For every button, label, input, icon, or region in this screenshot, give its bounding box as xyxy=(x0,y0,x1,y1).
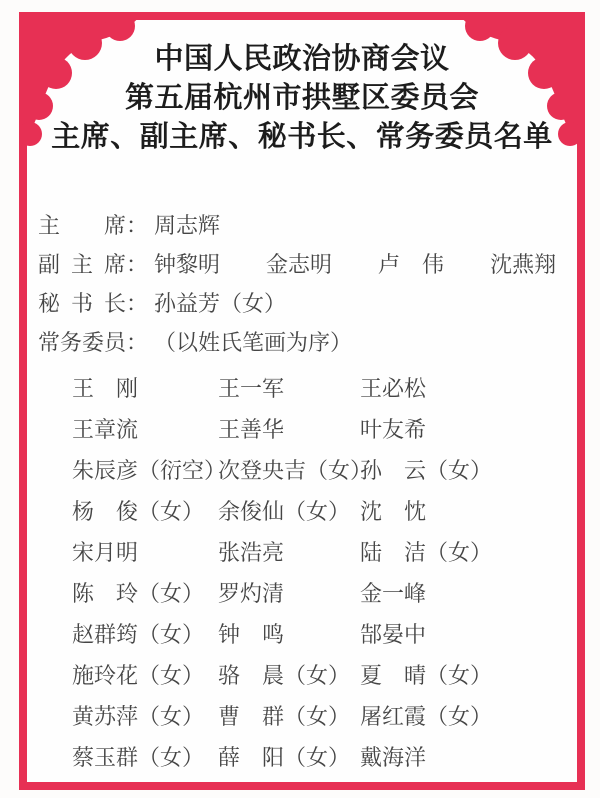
officer-row xyxy=(38,283,578,322)
member-name: 黄苏萍（女） xyxy=(72,704,205,729)
officer-values xyxy=(154,287,286,318)
member-name: 施玲花（女） xyxy=(72,663,205,688)
member-name: 金一峰 xyxy=(360,581,427,606)
member-name: 夏 晴（女） xyxy=(360,663,493,688)
member-name: 屠红霞（女） xyxy=(360,704,493,729)
member-name: 王章流 xyxy=(72,417,139,442)
document-title xyxy=(27,40,577,157)
member-name: 陆 洁（女） xyxy=(360,540,493,565)
officer-colon: ： xyxy=(126,252,149,277)
officer-name: 周志辉 xyxy=(154,213,221,238)
member-name: 孙 云（女） xyxy=(360,458,493,483)
title-line-1: 中国人民政治协商会议 xyxy=(154,43,450,75)
member-name: 叶友希 xyxy=(360,417,427,442)
member-name: 余俊仙（女） xyxy=(218,499,351,524)
member-name: 沈 忱 xyxy=(360,499,427,524)
title-line-2: 第五届杭州市拱墅区委员会 xyxy=(124,82,479,114)
member-name: 郜晏中 xyxy=(360,622,427,647)
member-name: 曹 群（女） xyxy=(218,704,351,729)
officer-values xyxy=(154,326,352,357)
member-name: 王善华 xyxy=(218,417,285,442)
officer-role-label: 常务委员 xyxy=(38,330,127,355)
officer-role-label: 秘书长 xyxy=(38,291,126,316)
member-name: 罗灼清 xyxy=(218,581,285,606)
member-name: 蔡玉群（女） xyxy=(72,745,205,770)
member-name: 薛 阳（女） xyxy=(218,745,351,770)
officer-colon: ： xyxy=(126,291,149,316)
officer-name: 沈燕翔 xyxy=(490,252,557,277)
member-name: 王一军 xyxy=(218,376,285,401)
member-name: 王必松 xyxy=(360,376,427,401)
member-name: 陈 玲（女） xyxy=(72,581,205,606)
title-line-3: 主席、副主席、秘书长、常务委员名单 xyxy=(51,121,553,153)
officer-name: 钟黎明 xyxy=(154,252,221,277)
member-name: 张浩亮 xyxy=(218,540,285,565)
member-name: 王 刚 xyxy=(72,376,139,401)
member-name: 戴海洋 xyxy=(360,745,427,770)
officer-row xyxy=(38,322,578,361)
officer-values xyxy=(154,209,220,240)
member-name: 杨 俊（女） xyxy=(72,499,205,524)
officer-role-label: 副主席 xyxy=(38,252,126,277)
officer-name: 金志明 xyxy=(266,252,333,277)
officer-colon: ： xyxy=(126,213,149,238)
member-name: 赵群筠（女） xyxy=(72,622,205,647)
officers-section xyxy=(38,205,578,361)
officer-row xyxy=(38,205,578,244)
standing-committee-list xyxy=(72,368,578,778)
member-name: 朱辰彦（衍空） xyxy=(72,458,227,483)
member-name: 骆 晨（女） xyxy=(218,663,351,688)
officer-role-label: 主席 xyxy=(38,213,126,238)
officer-name: （以姓氏笔画为序） xyxy=(154,330,353,355)
officer-values xyxy=(154,248,556,279)
member-name: 次登央吉（女） xyxy=(218,458,373,483)
member-name: 钟 鸣 xyxy=(218,622,285,647)
officer-name: 孙益芳（女） xyxy=(154,291,287,316)
member-name: 宋月明 xyxy=(72,540,139,565)
officer-row xyxy=(38,244,578,283)
officer-colon: ： xyxy=(126,330,149,355)
officer-name: 卢 伟 xyxy=(378,252,445,277)
